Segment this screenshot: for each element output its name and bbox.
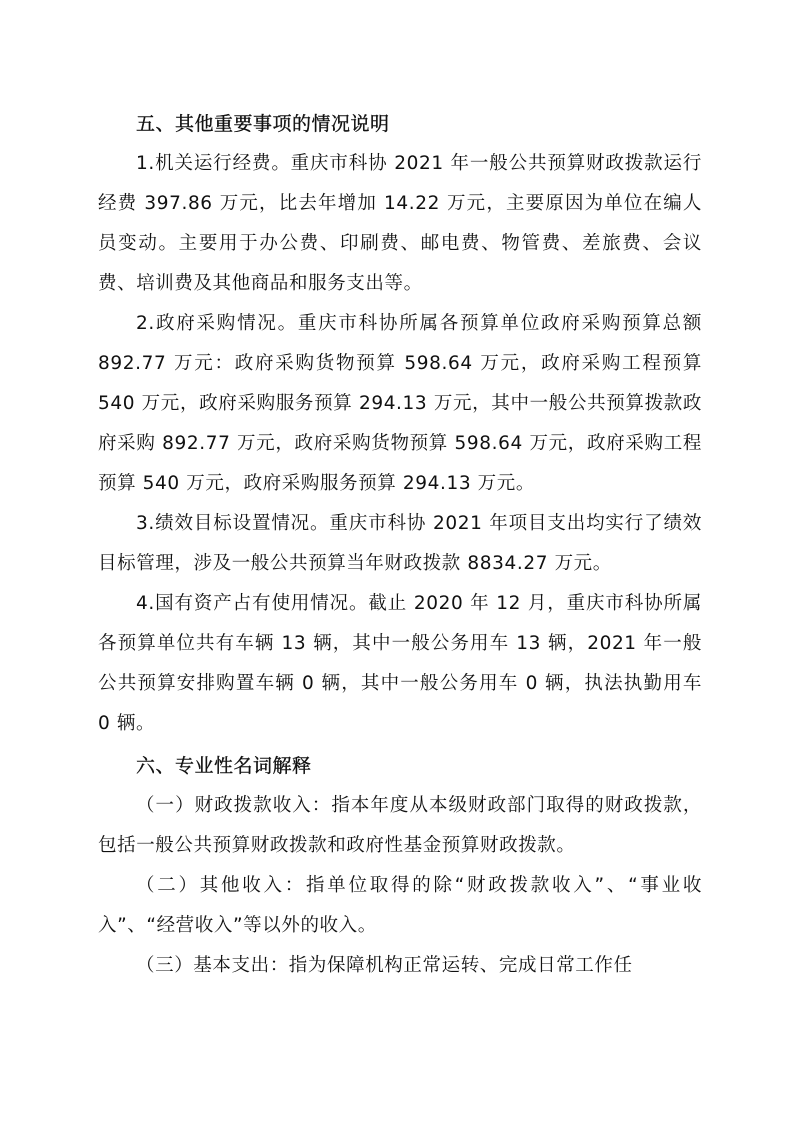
paragraph-performance-targets: 3.绩效目标设置情况。重庆市科协 2021 年项目支出均实行了绩效目标管理，涉及一般公共预算当年财政拨款 8834.27 万元。 bbox=[98, 513, 702, 574]
section-5-heading: 五、其他重要事项的情况说明 bbox=[136, 113, 390, 135]
section-6-heading: 六、专业性名词解释 bbox=[136, 755, 312, 777]
paragraph-state-assets: 4.国有资产占有使用情况。截止 2020 年 12 月，重庆市科协所属各预算单位共有车辆 13 辆，其中一般公务用车 13 辆，2021 年一般公共预算安排购置车辆 0 辆，其中一般公务用车 0 辆，执法执勤用车 0 辆。 bbox=[98, 593, 702, 734]
paragraph-other-income: （二）其他收入：指单位取得的除“财政拨款收入”、“事业收入”、“经营收入”等以外的收入。 bbox=[98, 875, 702, 936]
paragraph-basic-expenditure: （三）基本支出：指为保障机构正常运转、完成日常工作任 bbox=[136, 955, 633, 976]
paragraph-fiscal-appropriation-income: （一）财政拨款收入：指本年度从本级财政部门取得的财政拨款，包括一般公共预算财政拨款和政府性基金预算财政拨款。 bbox=[98, 795, 702, 856]
paragraph-government-procurement: 2.政府采购情况。重庆市科协所属各预算单位政府采购预算总额 892.77 万元：政府采购货物预算 598.64 万元，政府采购工程预算 540 万元，政府采购服务预算 294.13 万元，其中一般公共预算拨款政府采购 892.77 万元，政府采购货物预算 598.64 万元，政府采购工程预算 540 万元，政府采购服务预算 294.13 万元。 bbox=[98, 313, 702, 494]
document-body bbox=[98, 104, 702, 986]
paragraph-operating-expenses: 1.机关运行经费。重庆市科协 2021 年一般公共预算财政拨款运行经费 397.86 万元，比去年增加 14.22 万元，主要原因为单位在编人员变动。主要用于办公费、印刷费、邮电费、物管费、差旅费、会议费、培训费及其他商品和服务支出等。 bbox=[98, 153, 702, 294]
